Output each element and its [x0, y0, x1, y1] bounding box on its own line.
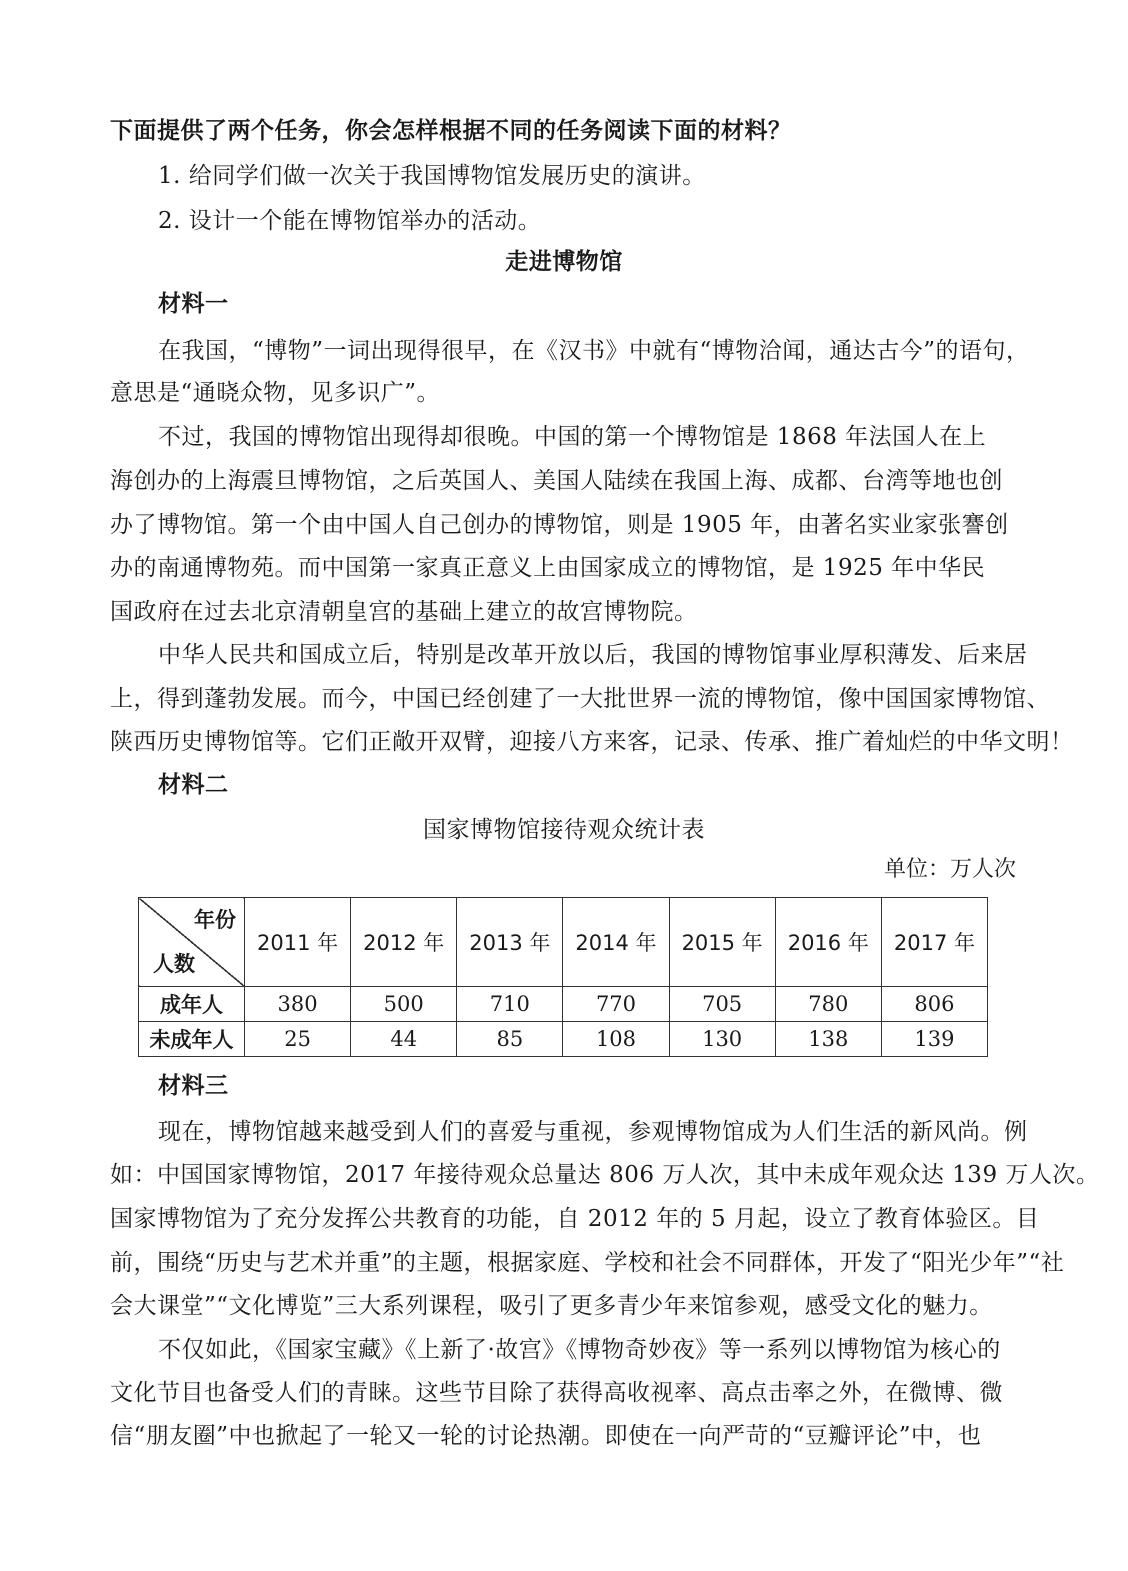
visitor-statistics-table [138, 897, 988, 1057]
material2-heading: 材料二 [158, 772, 229, 798]
year-header: 2012 年 [351, 898, 457, 987]
table-cell: 139 [881, 1022, 987, 1057]
table-cell: 806 [881, 987, 987, 1022]
table-corner-cell [139, 898, 245, 987]
material3-line: 前，围绕“历史与艺术并重”的主题，根据家庭、学校和社会不同群体，开发了“阳光少年”“社 [110, 1250, 1065, 1276]
table-cell: 780 [775, 987, 881, 1022]
table-header-row [139, 898, 988, 987]
material3-line: 会大课堂”“文化博览”三大系列课程，吸引了更多青少年来馆参观，感受文化的魅力。 [110, 1293, 993, 1319]
material3-line: 国家博物馆为了充分发挥公共教育的功能，自 2012 年的 5 月起，设立了教育体验区。目 [110, 1206, 1040, 1232]
table-cell: 25 [245, 1022, 351, 1057]
material3-line: 现在，博物馆越来越受到人们的喜爱与重视，参观博物馆成为人们生活的新风尚。例 [158, 1119, 1028, 1145]
material1-heading: 材料一 [158, 291, 229, 317]
table-cell: 500 [351, 987, 457, 1022]
table-cell: 130 [669, 1022, 775, 1057]
material1-line: 办了博物馆。第一个由中国人自己创办的博物馆，则是 1905 年，由著名实业家张謇创 [110, 512, 1009, 538]
row-label-minors: 未成年人 [139, 1022, 245, 1057]
corner-label-count: 人数 [153, 952, 195, 976]
year-header: 2011 年 [245, 898, 351, 987]
material1-line: 陕西历史博物馆等。它们正敞开双臂，迎接八方来客，记录、传承、推广着灿烂的中华文明！ [110, 729, 1074, 755]
year-header: 2015 年 [669, 898, 775, 987]
material3-line: 不仅如此，《国家宝藏》《上新了·故宫》《博物奇妙夜》等一系列以博物馆为核心的 [158, 1337, 1001, 1363]
year-header: 2014 年 [563, 898, 669, 987]
table-cell: 770 [563, 987, 669, 1022]
table-cell: 138 [775, 1022, 881, 1057]
year-header: 2013 年 [457, 898, 563, 987]
intro-question: 下面提供了两个任务，你会怎样根据不同的任务阅读下面的材料？ [110, 118, 792, 144]
material3-line: 文化节目也备受人们的青睐。这些节目除了获得高收视率、高点击率之外，在微博、微 [110, 1380, 1003, 1406]
table-cell: 705 [669, 987, 775, 1022]
material1-line: 海创办的上海震旦博物馆，之后英国人、美国人陆续在我国上海、成都、台湾等地也创 [110, 468, 1003, 494]
year-header: 2016 年 [775, 898, 881, 987]
table-cell: 44 [351, 1022, 457, 1057]
material1-line: 上，得到蓬勃发展。而今，中国已经创建了一大批世界一流的博物馆，像中国国家博物馆、 [110, 686, 1050, 712]
year-header: 2017 年 [881, 898, 987, 987]
material1-line: 国政府在过去北京清朝皇宫的基础上建立的故宫博物院。 [110, 599, 698, 625]
corner-label-year: 年份 [194, 908, 236, 932]
table-title: 国家博物馆接待观众统计表 [423, 817, 705, 843]
table-unit: 单位：万人次 [883, 857, 1016, 882]
table-cell: 85 [457, 1022, 563, 1057]
material3-line: 信“朋友圈”中也掀起了一轮又一轮的讨论热潮。即使在一向严苛的“豆瓣评论”中，也 [110, 1423, 982, 1449]
material1-line: 不过，我国的博物馆出现得却很晚。中国的第一个博物馆是 1868 年法国人在上 [158, 424, 987, 450]
task-item-1: 1. 给同学们做一次关于我国博物馆发展历史的演讲。 [158, 163, 706, 189]
material1-line: 中华人民共和国成立后，特别是改革开放以后，我国的博物馆事业厚积薄发、后来居 [158, 642, 1028, 668]
material3-line: 如：中国国家博物馆，2017 年接待观众总量达 806 万人次，其中未成年观众达 139 万人次。 [110, 1162, 1100, 1188]
row-label-adults: 成年人 [139, 987, 245, 1022]
table-cell: 710 [457, 987, 563, 1022]
table-row [139, 1022, 988, 1057]
table-cell: 108 [563, 1022, 669, 1057]
material3-heading: 材料三 [158, 1073, 229, 1099]
article-title: 走进博物馆 [505, 249, 623, 275]
material1-line: 办的南通博物苑。而中国第一家真正意义上由国家成立的博物馆，是 1925 年中华民 [110, 555, 986, 581]
material1-line: 在我国，“博物”一词出现得很早，在《汉书》中就有“博物洽闻，通达古今”的语句， [158, 338, 1030, 364]
material1-line: 意思是“通晓众物，见多识广”。 [110, 380, 441, 406]
task-item-2: 2. 设计一个能在博物馆举办的活动。 [158, 208, 542, 234]
table-cell: 380 [245, 987, 351, 1022]
table-row [139, 987, 988, 1022]
